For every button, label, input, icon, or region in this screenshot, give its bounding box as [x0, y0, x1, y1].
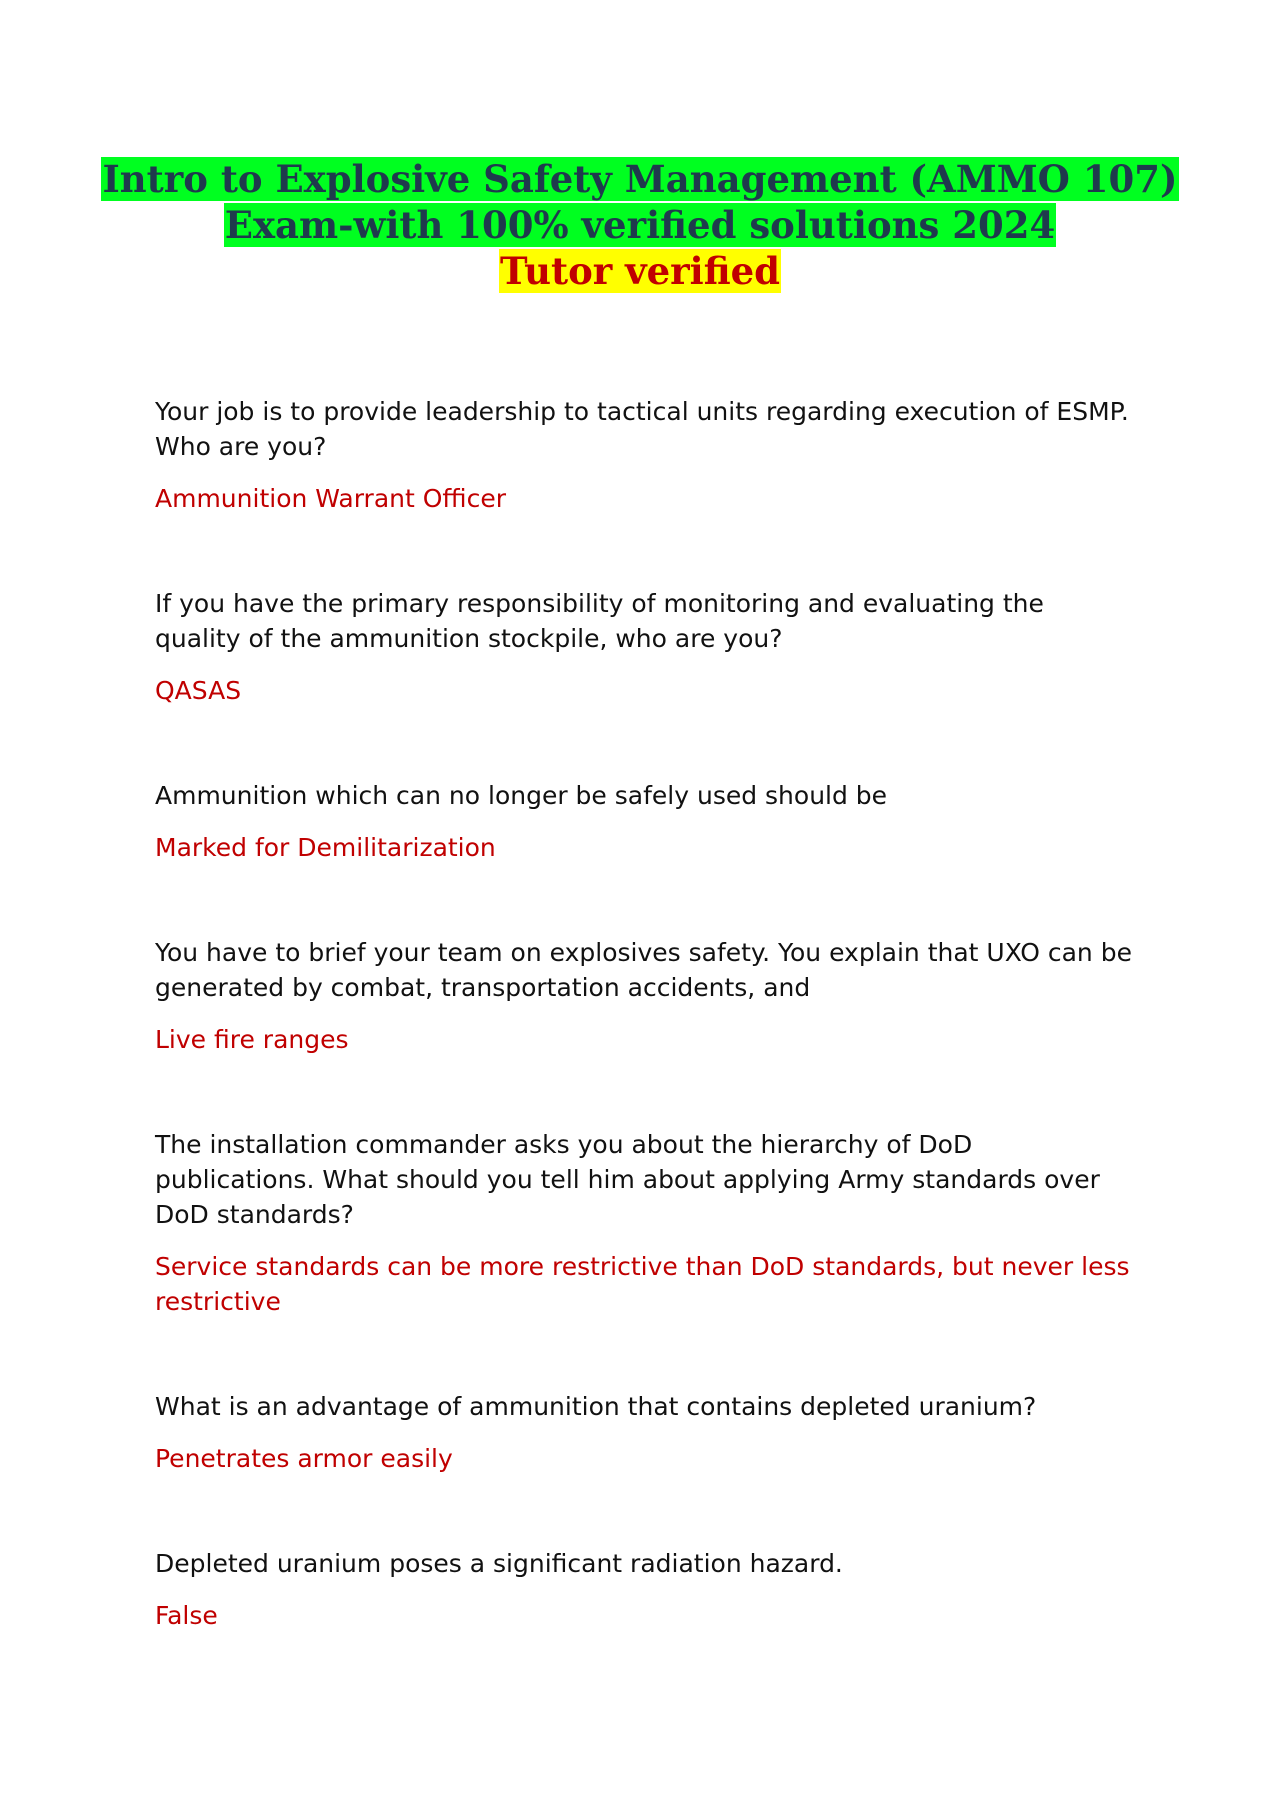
question: What is an advantage of ammunition that contains depleted uranium? — [155, 1392, 1037, 1421]
answer: Marked for Demilitarization — [155, 833, 496, 862]
answer: Service standards can be more restrictive than DoD standards, but never less restrictive — [155, 1252, 1130, 1316]
question: Ammunition which can no longer be safely used should be — [155, 781, 888, 810]
qa-item — [155, 935, 1135, 1057]
qa-item — [155, 394, 1135, 516]
answer: False — [155, 1601, 218, 1630]
qa-item — [155, 1389, 1135, 1476]
answer: Penetrates armor easily — [155, 1444, 453, 1473]
title-line-1: Intro to Explosive Safety Management (AMMO 107) — [102, 157, 1178, 201]
qa-item — [155, 1127, 1135, 1319]
subtitle-tutor-verified: Tutor verified — [499, 249, 781, 293]
answer: QASAS — [155, 676, 242, 705]
title-line-2: Exam-with 100% verified solutions 2024 — [224, 203, 1056, 247]
question: Depleted uranium poses a significant radiation hazard. — [155, 1549, 843, 1578]
question: If you have the primary responsibility of monitoring and evaluating the quality of the ammunition stockpile, who are you? — [155, 589, 1044, 653]
question: Your job is to provide leadership to tactical units regarding execution of ESMP. Who are you? — [155, 397, 1129, 461]
qa-item — [155, 586, 1135, 708]
question: You have to brief your team on explosives safety. You explain that UXO can be generated by combat, transportation accidents, and — [155, 938, 1132, 1002]
answer: Live fire ranges — [155, 1025, 349, 1054]
document-title — [0, 156, 1280, 294]
question: The installation commander asks you about the hierarchy of DoD publications. What should you tell him about applying Army standards over DoD standards? — [155, 1130, 1100, 1229]
qa-item — [155, 778, 1135, 865]
qa-item — [155, 1546, 1135, 1633]
qa-list — [155, 394, 1135, 1703]
answer: Ammunition Warrant Officer — [155, 484, 507, 513]
